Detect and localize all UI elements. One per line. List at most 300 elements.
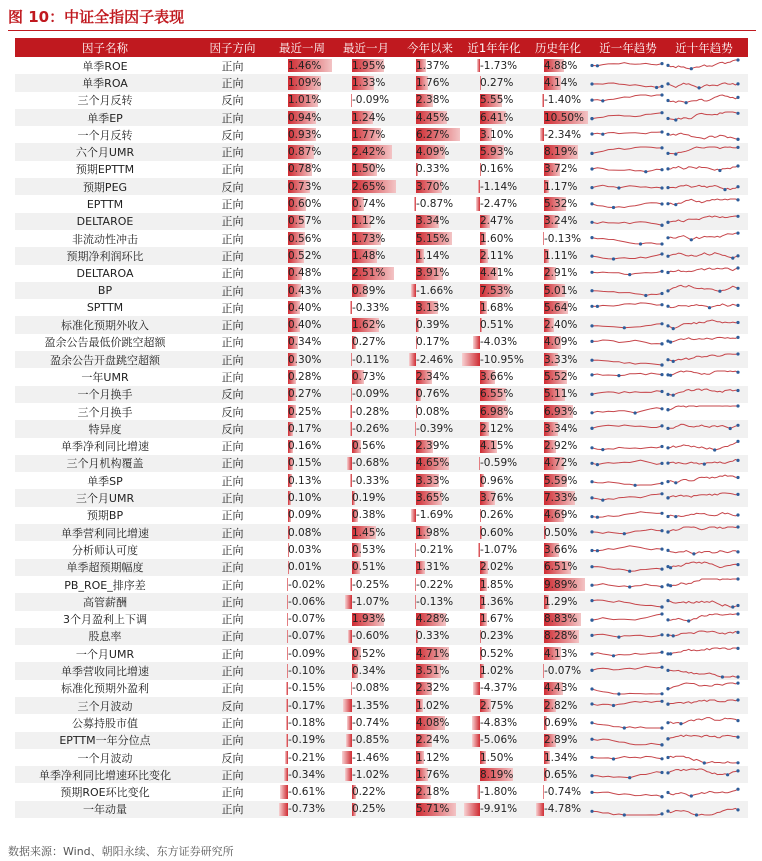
trend-line xyxy=(592,303,662,307)
trend-marker xyxy=(666,271,669,274)
trend-marker xyxy=(601,448,604,451)
value-cell xyxy=(462,386,526,403)
trend-marker xyxy=(666,549,669,552)
value-label: 4.72% xyxy=(544,457,578,470)
trend-marker xyxy=(690,238,693,241)
trend-marker xyxy=(708,306,711,309)
trend-marker xyxy=(736,699,739,702)
trend-marker xyxy=(736,735,739,738)
value-cell xyxy=(462,472,526,489)
factor-name: 一个月反转 xyxy=(77,128,133,142)
trend-marker xyxy=(590,305,593,308)
value-label: -0.60% xyxy=(352,630,390,643)
value-cell xyxy=(270,749,334,766)
value-cell xyxy=(334,489,398,506)
factor-direction: 正向 xyxy=(221,786,244,800)
trend-marker xyxy=(679,723,682,726)
ten-year-trend xyxy=(666,265,742,282)
value-cell xyxy=(526,247,590,264)
value-label: -1.73% xyxy=(480,59,518,72)
trend-line xyxy=(592,756,662,759)
value-label: -0.17% xyxy=(288,699,326,712)
header-cell: 最近一周 xyxy=(279,40,325,55)
sparkline xyxy=(590,75,664,90)
trend-marker xyxy=(590,530,593,533)
value-cell xyxy=(398,801,462,818)
value-cell xyxy=(526,783,590,800)
trend-marker xyxy=(698,87,701,90)
value-label: -0.18% xyxy=(288,716,326,729)
value-cell xyxy=(526,559,590,576)
value-cell xyxy=(334,662,398,679)
trend-marker xyxy=(596,305,599,308)
value-cell xyxy=(398,282,462,299)
trend-marker xyxy=(674,481,677,484)
value-label: 1.76% xyxy=(416,768,450,781)
value-cell xyxy=(398,559,462,576)
value-cell xyxy=(462,628,526,645)
value-cell xyxy=(270,680,334,697)
value-label: 8.83% xyxy=(544,613,578,626)
trend-marker xyxy=(660,253,663,256)
ten-year-trend xyxy=(666,230,742,247)
sparkline xyxy=(666,197,740,212)
value-cell xyxy=(462,57,526,74)
trend-line xyxy=(592,614,662,620)
trend-marker xyxy=(660,606,663,609)
value-cell xyxy=(270,576,334,593)
trend-line xyxy=(592,147,662,153)
value-label: -0.33% xyxy=(352,474,390,487)
ten-year-trend xyxy=(666,749,742,766)
value-label: -0.59% xyxy=(480,457,518,470)
value-cell xyxy=(526,143,590,160)
table-row xyxy=(15,334,748,351)
trend-line xyxy=(668,83,738,88)
ten-year-trend xyxy=(666,489,742,506)
value-cell xyxy=(526,576,590,593)
value-cell xyxy=(462,438,526,455)
trend-marker xyxy=(660,168,663,171)
factor-direction: 正向 xyxy=(221,249,244,263)
value-cell xyxy=(462,74,526,91)
value-label: 1.29% xyxy=(544,595,578,608)
sparkline xyxy=(590,802,664,817)
value-cell xyxy=(270,178,334,195)
trend-line xyxy=(668,512,738,516)
sparkline xyxy=(590,785,664,800)
factor-name: DELTAROE xyxy=(76,214,134,228)
trend-marker xyxy=(666,393,669,396)
value-label: 1.48% xyxy=(352,249,386,262)
trend-line xyxy=(668,670,738,677)
factor-name: 公募持股市值 xyxy=(72,716,138,730)
value-cell xyxy=(270,732,334,749)
trend-marker xyxy=(660,390,663,393)
sparkline xyxy=(666,421,740,436)
trend-line xyxy=(668,789,738,796)
value-label: 3.33% xyxy=(416,474,450,487)
trend-marker xyxy=(660,342,663,345)
ten-year-trend xyxy=(666,247,742,264)
value-label: 4.71% xyxy=(416,647,450,660)
value-cell xyxy=(270,697,334,714)
value-cell xyxy=(526,213,590,230)
one-year-trend xyxy=(590,697,666,714)
value-cell xyxy=(398,524,462,541)
one-year-trend xyxy=(590,403,666,420)
value-cell xyxy=(270,403,334,420)
value-label: -0.85% xyxy=(352,734,390,747)
value-label: 0.94% xyxy=(288,111,322,124)
sparkline xyxy=(666,785,740,800)
value-label: 0.50% xyxy=(544,526,578,539)
trend-marker xyxy=(660,202,663,205)
trend-marker xyxy=(660,146,663,149)
value-label: 1.62% xyxy=(352,319,386,332)
trend-marker xyxy=(736,404,739,407)
trend-line xyxy=(668,285,738,291)
value-cell xyxy=(526,455,590,472)
value-cell xyxy=(462,489,526,506)
value-cell xyxy=(398,438,462,455)
factor-name: 预期BP xyxy=(86,509,124,523)
trend-marker xyxy=(660,93,663,96)
value-label: 0.10% xyxy=(288,492,322,505)
sparkline xyxy=(666,681,740,696)
trend-line xyxy=(592,600,662,607)
value-cell xyxy=(526,420,590,437)
value-cell xyxy=(526,438,590,455)
value-cell xyxy=(526,161,590,178)
value-label: 4.41% xyxy=(480,267,514,280)
value-cell xyxy=(334,57,398,74)
value-label: 4.14% xyxy=(544,76,578,89)
factor-name: 盈余公告最低价跳空超额 xyxy=(44,336,166,350)
value-cell xyxy=(270,628,334,645)
value-label: -0.34% xyxy=(288,768,326,781)
value-cell xyxy=(334,334,398,351)
ten-year-trend xyxy=(666,334,742,351)
value-cell xyxy=(334,455,398,472)
value-label: -0.08% xyxy=(352,682,390,695)
factor-name: 一年动量 xyxy=(83,803,127,817)
trend-line xyxy=(592,185,662,188)
trend-marker xyxy=(666,722,669,725)
one-year-trend xyxy=(590,126,666,143)
value-cell xyxy=(526,282,590,299)
trend-line xyxy=(668,95,738,103)
value-cell xyxy=(398,628,462,645)
factor-direction: 正向 xyxy=(221,509,244,523)
trend-marker xyxy=(669,653,672,656)
value-cell xyxy=(462,213,526,230)
one-year-trend xyxy=(590,645,666,662)
trend-marker xyxy=(666,202,669,205)
trend-marker xyxy=(666,358,669,361)
factor-name: 单季营收同比增速 xyxy=(61,665,149,679)
trend-marker xyxy=(736,808,739,811)
trend-marker xyxy=(666,408,669,411)
value-label: 0.73% xyxy=(352,370,386,383)
factor-direction: 正向 xyxy=(221,76,244,90)
trend-marker xyxy=(660,131,663,134)
one-year-trend xyxy=(590,438,666,455)
trend-marker xyxy=(660,651,663,654)
sparkline xyxy=(590,491,664,506)
trend-marker xyxy=(660,462,663,465)
value-label: 3.76% xyxy=(480,492,514,505)
value-cell xyxy=(398,143,462,160)
trend-marker xyxy=(736,255,739,258)
one-year-trend xyxy=(590,247,666,264)
sparkline xyxy=(666,145,740,160)
sparkline xyxy=(590,577,664,592)
value-label: -0.06% xyxy=(288,595,326,608)
value-label: 1.98% xyxy=(416,526,450,539)
value-label: 2.39% xyxy=(416,440,450,453)
value-cell xyxy=(462,351,526,368)
sparkline xyxy=(590,110,664,125)
trend-marker xyxy=(590,653,593,656)
table-row xyxy=(15,714,748,731)
value-cell xyxy=(462,265,526,282)
ten-year-trend xyxy=(666,559,742,576)
value-label: 1.31% xyxy=(416,561,450,574)
factor-direction: 正向 xyxy=(221,59,244,73)
one-year-trend xyxy=(590,57,666,74)
trend-marker xyxy=(660,757,663,760)
sparkline xyxy=(590,369,664,384)
trend-line xyxy=(592,391,662,395)
trend-marker xyxy=(590,634,593,637)
trend-marker xyxy=(666,427,669,430)
value-cell xyxy=(334,714,398,731)
value-cell xyxy=(398,766,462,783)
ten-year-trend xyxy=(666,143,742,160)
ten-year-trend xyxy=(666,680,742,697)
factor-name: 预期ROE环比变化 xyxy=(60,786,150,800)
value-cell xyxy=(334,92,398,109)
factor-direction: 正向 xyxy=(221,630,244,644)
factor-name: BP xyxy=(97,284,113,297)
trend-marker xyxy=(736,513,739,516)
value-cell xyxy=(270,714,334,731)
ten-year-trend xyxy=(666,161,742,178)
value-cell xyxy=(398,195,462,212)
trend-marker xyxy=(639,243,642,246)
sparkline xyxy=(666,646,740,661)
sparkline xyxy=(590,525,664,540)
trend-marker xyxy=(660,269,663,272)
value-label: 8.19% xyxy=(480,768,514,781)
trend-marker xyxy=(660,85,663,88)
factor-direction: 正向 xyxy=(221,284,244,298)
value-label: 6.93% xyxy=(544,405,578,418)
one-year-trend xyxy=(590,524,666,541)
ten-year-trend xyxy=(666,126,742,143)
table-row xyxy=(15,766,748,783)
ten-year-trend xyxy=(666,801,742,818)
factor-name: 三个月波动 xyxy=(77,699,133,713)
value-cell xyxy=(270,351,334,368)
trend-line xyxy=(668,389,738,395)
value-label: -1.46% xyxy=(352,751,390,764)
value-cell xyxy=(270,455,334,472)
value-cell xyxy=(270,316,334,333)
trend-marker xyxy=(660,529,663,532)
one-year-trend xyxy=(590,611,666,628)
value-label: 2.47% xyxy=(480,215,514,228)
trend-line xyxy=(592,374,662,377)
trend-line xyxy=(592,701,662,705)
trend-marker xyxy=(713,448,716,451)
trend-marker xyxy=(660,62,663,65)
sparkline xyxy=(666,715,740,730)
value-label: -0.09% xyxy=(352,388,390,401)
trend-line xyxy=(668,112,738,120)
trend-marker xyxy=(590,151,593,154)
value-cell xyxy=(526,334,590,351)
value-label: 1.46% xyxy=(288,59,322,72)
trend-marker xyxy=(666,221,669,224)
factor-direction: 正向 xyxy=(221,647,244,661)
value-cell xyxy=(334,230,398,247)
table-row xyxy=(15,680,748,697)
value-cell xyxy=(270,299,334,316)
value-label: -1.66% xyxy=(416,284,454,297)
factor-name: 一个月UMR xyxy=(75,647,135,661)
trend-marker xyxy=(590,756,593,759)
value-cell xyxy=(334,143,398,160)
value-label: 0.52% xyxy=(288,249,322,262)
trend-marker xyxy=(666,531,669,534)
value-bar xyxy=(473,682,480,695)
trend-marker xyxy=(669,340,672,343)
value-cell xyxy=(334,178,398,195)
value-label: 2.38% xyxy=(416,94,450,107)
value-cell xyxy=(462,645,526,662)
value-cell xyxy=(526,368,590,385)
one-year-trend xyxy=(590,541,666,558)
ten-year-trend xyxy=(666,507,742,524)
value-cell xyxy=(526,299,590,316)
value-label: 1.02% xyxy=(480,665,514,678)
factor-direction: 正向 xyxy=(221,716,244,730)
value-cell xyxy=(526,697,590,714)
trend-marker xyxy=(666,809,669,812)
value-cell xyxy=(334,611,398,628)
sparkline xyxy=(590,93,664,108)
value-cell xyxy=(334,403,398,420)
value-label: 0.65% xyxy=(544,768,578,781)
value-bar xyxy=(462,353,480,366)
value-label: 0.39% xyxy=(416,319,450,332)
value-label: 0.48% xyxy=(288,267,322,280)
value-cell xyxy=(270,593,334,610)
table-row xyxy=(15,576,748,593)
trend-marker xyxy=(655,86,658,89)
value-cell xyxy=(270,230,334,247)
value-cell xyxy=(398,178,462,195)
value-label: 0.87% xyxy=(288,146,322,159)
value-cell xyxy=(526,386,590,403)
factor-direction: 正向 xyxy=(221,492,244,506)
value-cell xyxy=(398,420,462,437)
trend-marker xyxy=(736,304,739,307)
trend-marker xyxy=(596,64,599,67)
trend-line xyxy=(592,323,662,327)
factor-direction: 正向 xyxy=(221,543,244,557)
factor-direction: 正向 xyxy=(221,163,244,177)
value-label: -0.10% xyxy=(288,665,326,678)
trend-marker xyxy=(590,64,593,67)
header-cell: 最近一月 xyxy=(343,40,389,55)
value-label: 3.66% xyxy=(480,370,514,383)
value-cell xyxy=(334,783,398,800)
value-label: -0.22% xyxy=(416,578,454,591)
value-label: -4.37% xyxy=(480,682,518,695)
table-body xyxy=(15,57,748,818)
value-label: 0.13% xyxy=(288,474,322,487)
trend-marker xyxy=(666,167,669,170)
one-year-trend xyxy=(590,628,666,645)
trend-marker xyxy=(612,258,615,261)
value-cell xyxy=(462,161,526,178)
table-row xyxy=(15,420,748,437)
trend-marker xyxy=(660,727,663,730)
trend-marker xyxy=(736,526,739,529)
trend-line xyxy=(668,579,738,586)
sparkline xyxy=(666,473,740,488)
sparkline xyxy=(590,681,664,696)
trend-marker xyxy=(590,668,593,671)
value-cell xyxy=(334,541,398,558)
factor-direction: 正向 xyxy=(221,301,244,315)
value-label: -5.06% xyxy=(480,734,518,747)
one-year-trend xyxy=(590,732,666,749)
value-cell xyxy=(334,351,398,368)
trend-marker xyxy=(736,675,739,678)
value-label: 6.55% xyxy=(480,388,514,401)
value-label: -4.03% xyxy=(480,336,518,349)
table-row xyxy=(15,282,748,299)
sparkline xyxy=(590,214,664,229)
value-label: 0.78% xyxy=(288,163,322,176)
trend-marker xyxy=(736,266,739,269)
value-label: 2.42% xyxy=(352,146,386,159)
value-cell xyxy=(270,489,334,506)
value-label: 0.56% xyxy=(352,440,386,453)
value-cell xyxy=(334,265,398,282)
trend-marker xyxy=(666,324,669,327)
value-cell xyxy=(398,109,462,126)
sparkline xyxy=(666,629,740,644)
factor-name: 标准化预期外盈利 xyxy=(61,682,149,696)
trend-marker xyxy=(736,604,739,607)
factor-name: 预期EPTTM xyxy=(75,163,135,177)
trend-line xyxy=(668,527,738,532)
trend-line xyxy=(668,735,738,739)
value-cell xyxy=(526,611,590,628)
factor-name: EPTTM一年分位点 xyxy=(59,734,151,748)
sparkline xyxy=(590,197,664,212)
value-label: -0.19% xyxy=(288,734,326,747)
sparkline xyxy=(666,404,740,419)
trend-line xyxy=(668,683,738,689)
trend-marker xyxy=(672,393,675,396)
value-label: -4.78% xyxy=(544,803,582,816)
